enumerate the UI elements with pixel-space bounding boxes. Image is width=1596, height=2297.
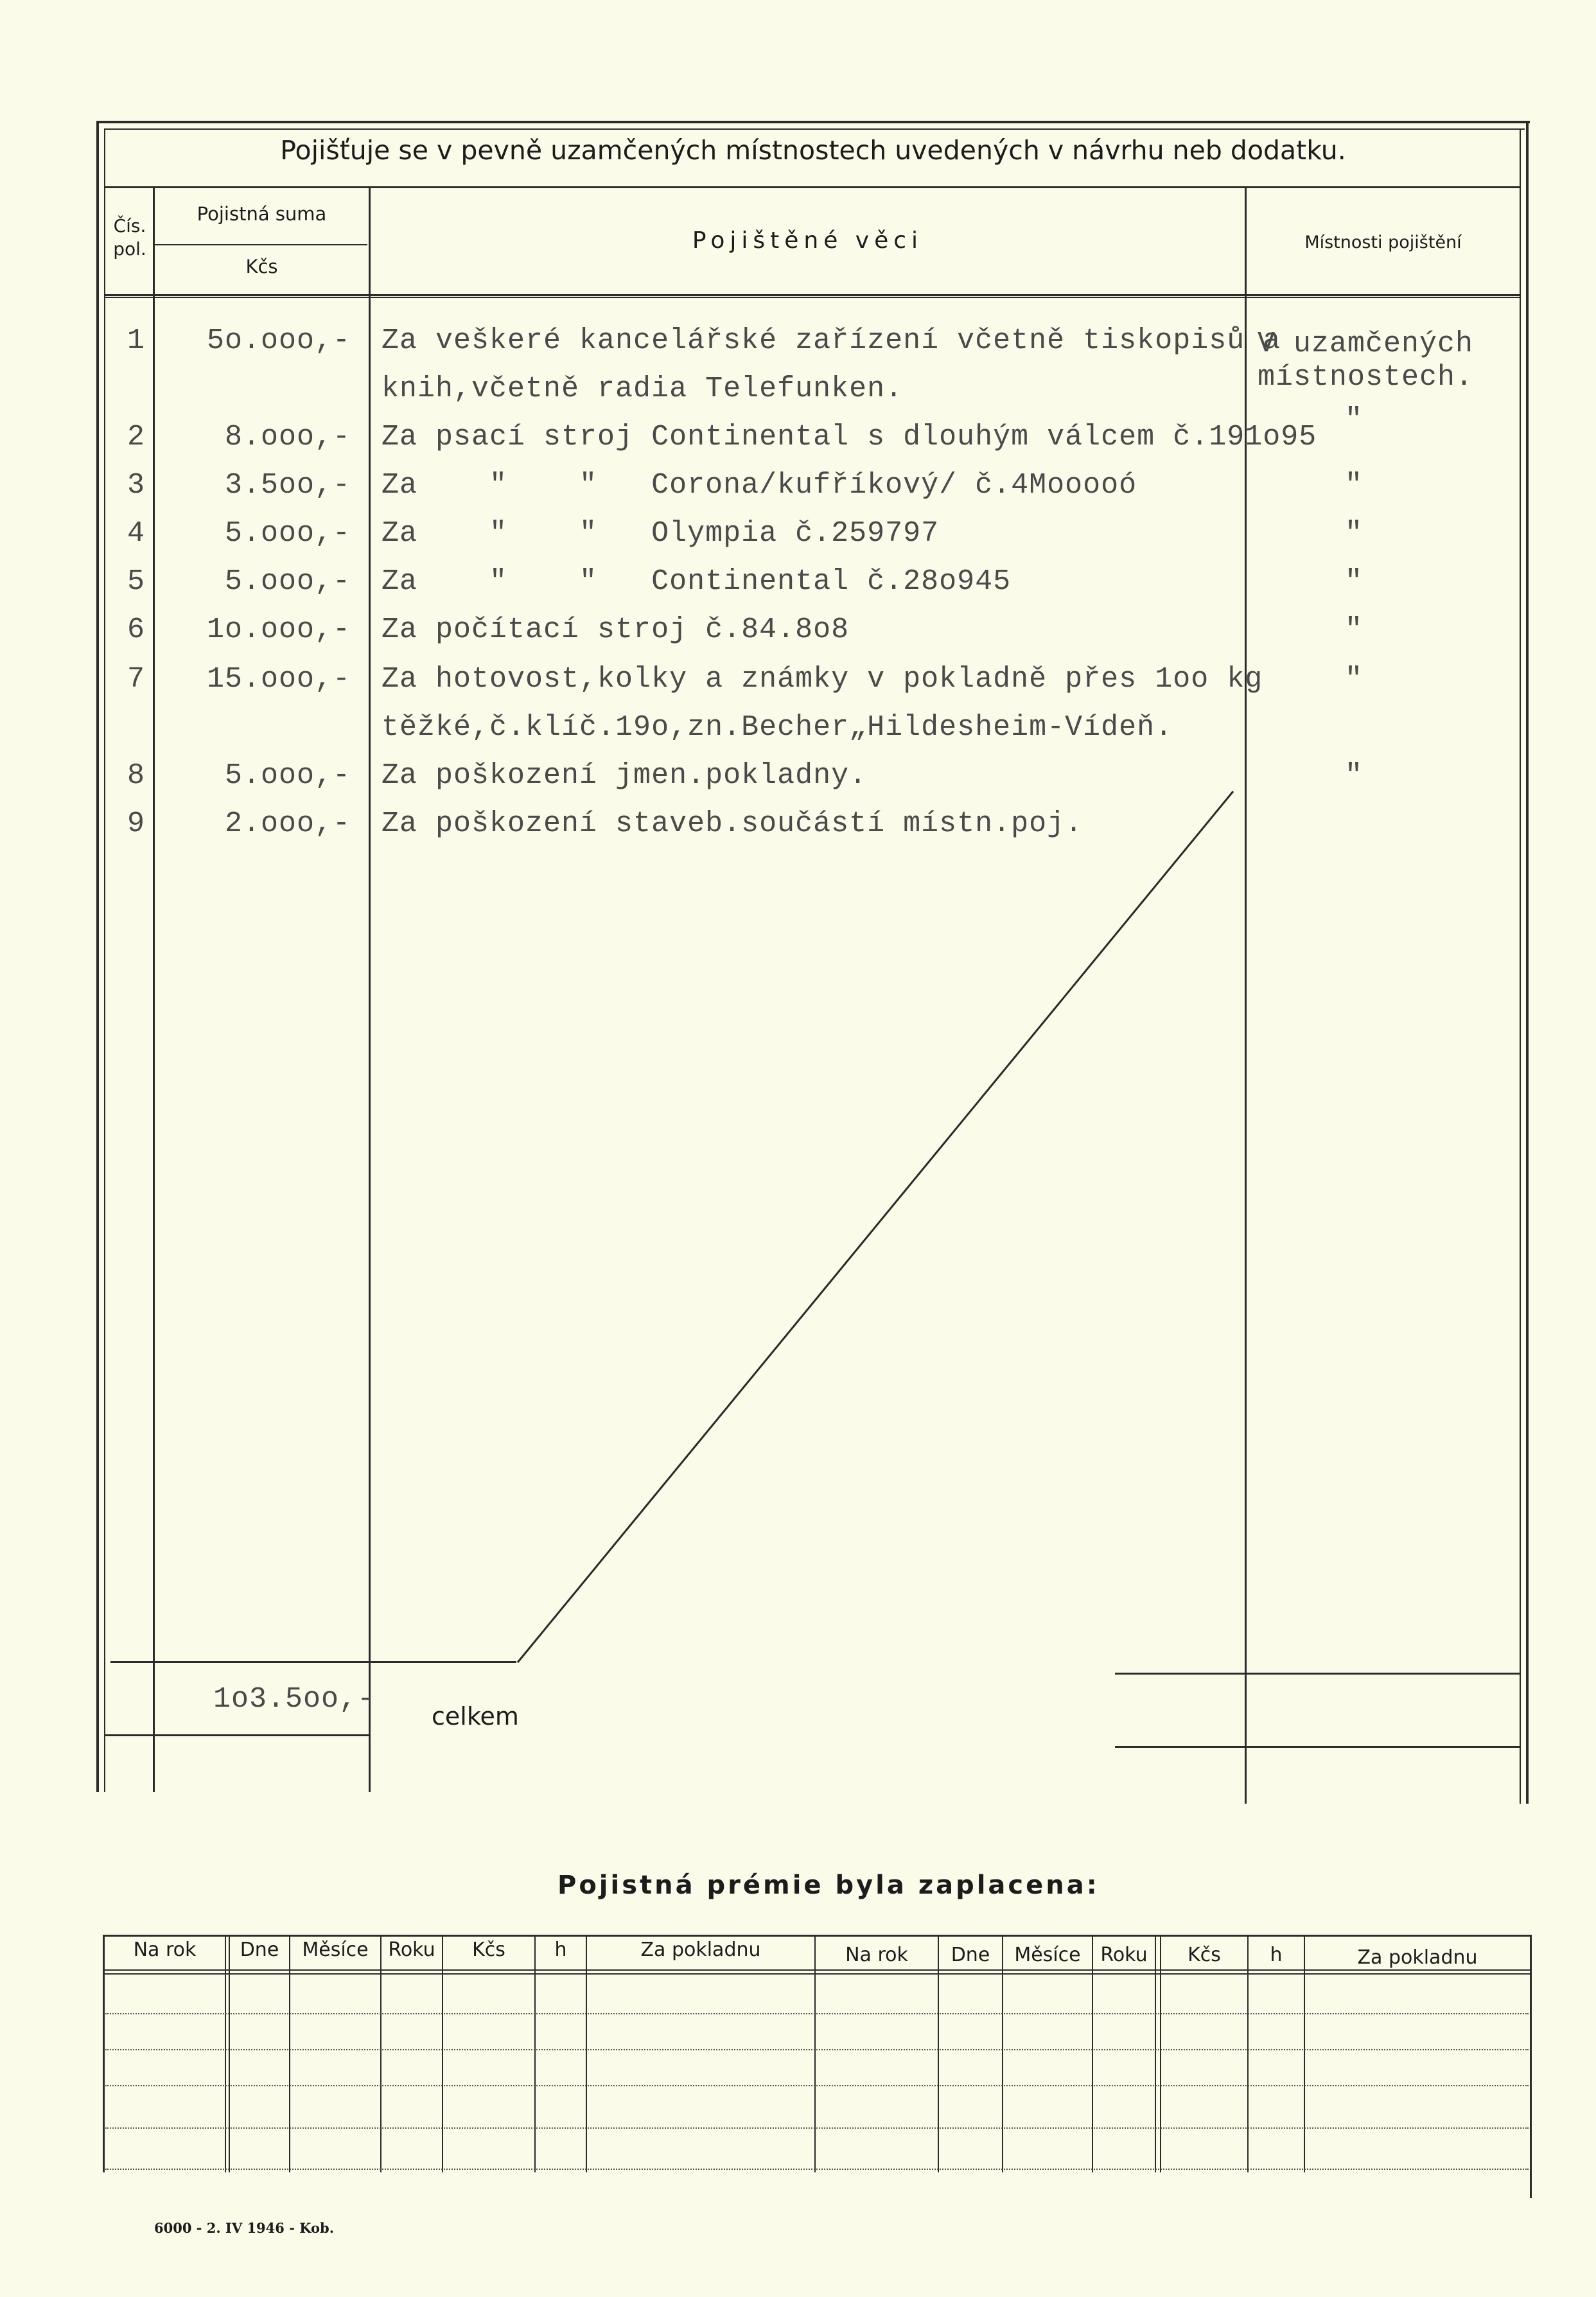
row-room: " xyxy=(1345,517,1364,550)
row-description-line: těžké,č.klíč.19o,zn.Becher„Hildesheim-Vídeň. xyxy=(381,711,1173,744)
row-description-line: Za poškození jmen.pokladny. xyxy=(381,759,868,792)
premium-header-kcs: Kčs xyxy=(472,1939,505,1961)
row-room: " xyxy=(1345,759,1364,792)
print-code: 6000 - 2. IV 1946 - Kob. xyxy=(154,2220,335,2236)
row-room: " xyxy=(1345,403,1364,436)
row-room: " xyxy=(1345,663,1364,696)
total-label: celkem xyxy=(432,1702,519,1730)
row-number: 3 xyxy=(127,469,146,502)
premium-header-year: Na rok xyxy=(133,1939,197,1961)
premium-header-h: h xyxy=(1270,1944,1283,1966)
row-description-line: Za " " Olympia č.259797 xyxy=(381,517,940,550)
premium-header-day: Dne xyxy=(240,1939,279,1961)
column-header-items: Pojištěné věci xyxy=(692,227,924,254)
premium-header-cashier: Za pokladnu xyxy=(1357,1946,1478,1969)
row-amount: 5.ooo,- xyxy=(224,565,351,598)
row-description-line: Za veškeré kancelářské zařízení včetně tiskopisů a xyxy=(381,324,1281,357)
row-number: 6 xyxy=(127,613,146,646)
row-room: místnostech. xyxy=(1258,361,1474,394)
row-room: " xyxy=(1345,469,1364,502)
row-description-line: Za " " Continental č.28o945 xyxy=(381,565,1012,598)
row-amount: 5.ooo,- xyxy=(224,759,351,792)
row-number: 4 xyxy=(127,517,146,550)
premium-header-h: h xyxy=(554,1939,567,1961)
row-description-line: Za počítací stroj č.84.8o8 xyxy=(381,613,850,646)
row-amount: 3.5oo,- xyxy=(224,469,351,502)
premium-header-year: Na rok xyxy=(845,1944,908,1966)
row-amount: 5o.ooo,- xyxy=(206,324,351,357)
header-text: Pojišťuje se v pevně uzamčených místnostech uvedených v návrhu neb dodatku. xyxy=(280,135,1346,166)
row-number: 5 xyxy=(127,565,146,598)
row-room: V uzamčených xyxy=(1258,328,1474,360)
row-description-line: Za hotovost,kolky a známky v pokladně přes 1oo kg xyxy=(381,663,1263,696)
total-amount: 1o3.5oo,- xyxy=(213,1683,376,1716)
row-number: 7 xyxy=(127,663,146,696)
row-description-line: Za psací stroj Continental s dlouhým válcem č.191o95 xyxy=(381,421,1317,453)
column-header-sum: Pojistná suma xyxy=(197,203,327,225)
premium-header-day: Dne xyxy=(951,1944,990,1966)
row-amount: 15.ooo,- xyxy=(206,663,351,696)
row-number: 9 xyxy=(127,807,146,840)
row-amount: 2.ooo,- xyxy=(224,807,351,840)
row-number: 1 xyxy=(127,324,146,357)
premium-title: Pojistná prémie byla zaplacena: xyxy=(557,1870,1100,1900)
column-header-rooms: Místnosti pojištění xyxy=(1304,233,1462,252)
premium-header-roku: Roku xyxy=(388,1939,435,1961)
premium-header-months: Měsíce xyxy=(1014,1944,1081,1966)
premium-header-roku: Roku xyxy=(1100,1944,1148,1966)
row-amount: 1o.ooo,- xyxy=(206,613,351,646)
premium-header-cashier: Za pokladnu xyxy=(640,1939,761,1961)
row-description-line: Za " " Corona/kufříkový/ č.4Mooooó xyxy=(381,469,1137,502)
premium-header-kcs: Kčs xyxy=(1188,1944,1221,1966)
row-number: 2 xyxy=(127,421,146,453)
row-room: " xyxy=(1345,613,1364,646)
row-room: " xyxy=(1345,565,1364,598)
row-amount: 8.ooo,- xyxy=(224,421,351,453)
column-header-currency: Kčs xyxy=(245,256,278,277)
premium-header-months: Měsíce xyxy=(302,1939,369,1961)
row-description-line: Za poškození staveb.součástí místn.poj. xyxy=(381,807,1083,840)
row-description-line: knih,včetně radia Telefunken. xyxy=(381,373,904,405)
column-header-number: Čís. pol. xyxy=(113,215,146,260)
row-number: 8 xyxy=(127,759,146,792)
row-amount: 5.ooo,- xyxy=(224,517,351,550)
